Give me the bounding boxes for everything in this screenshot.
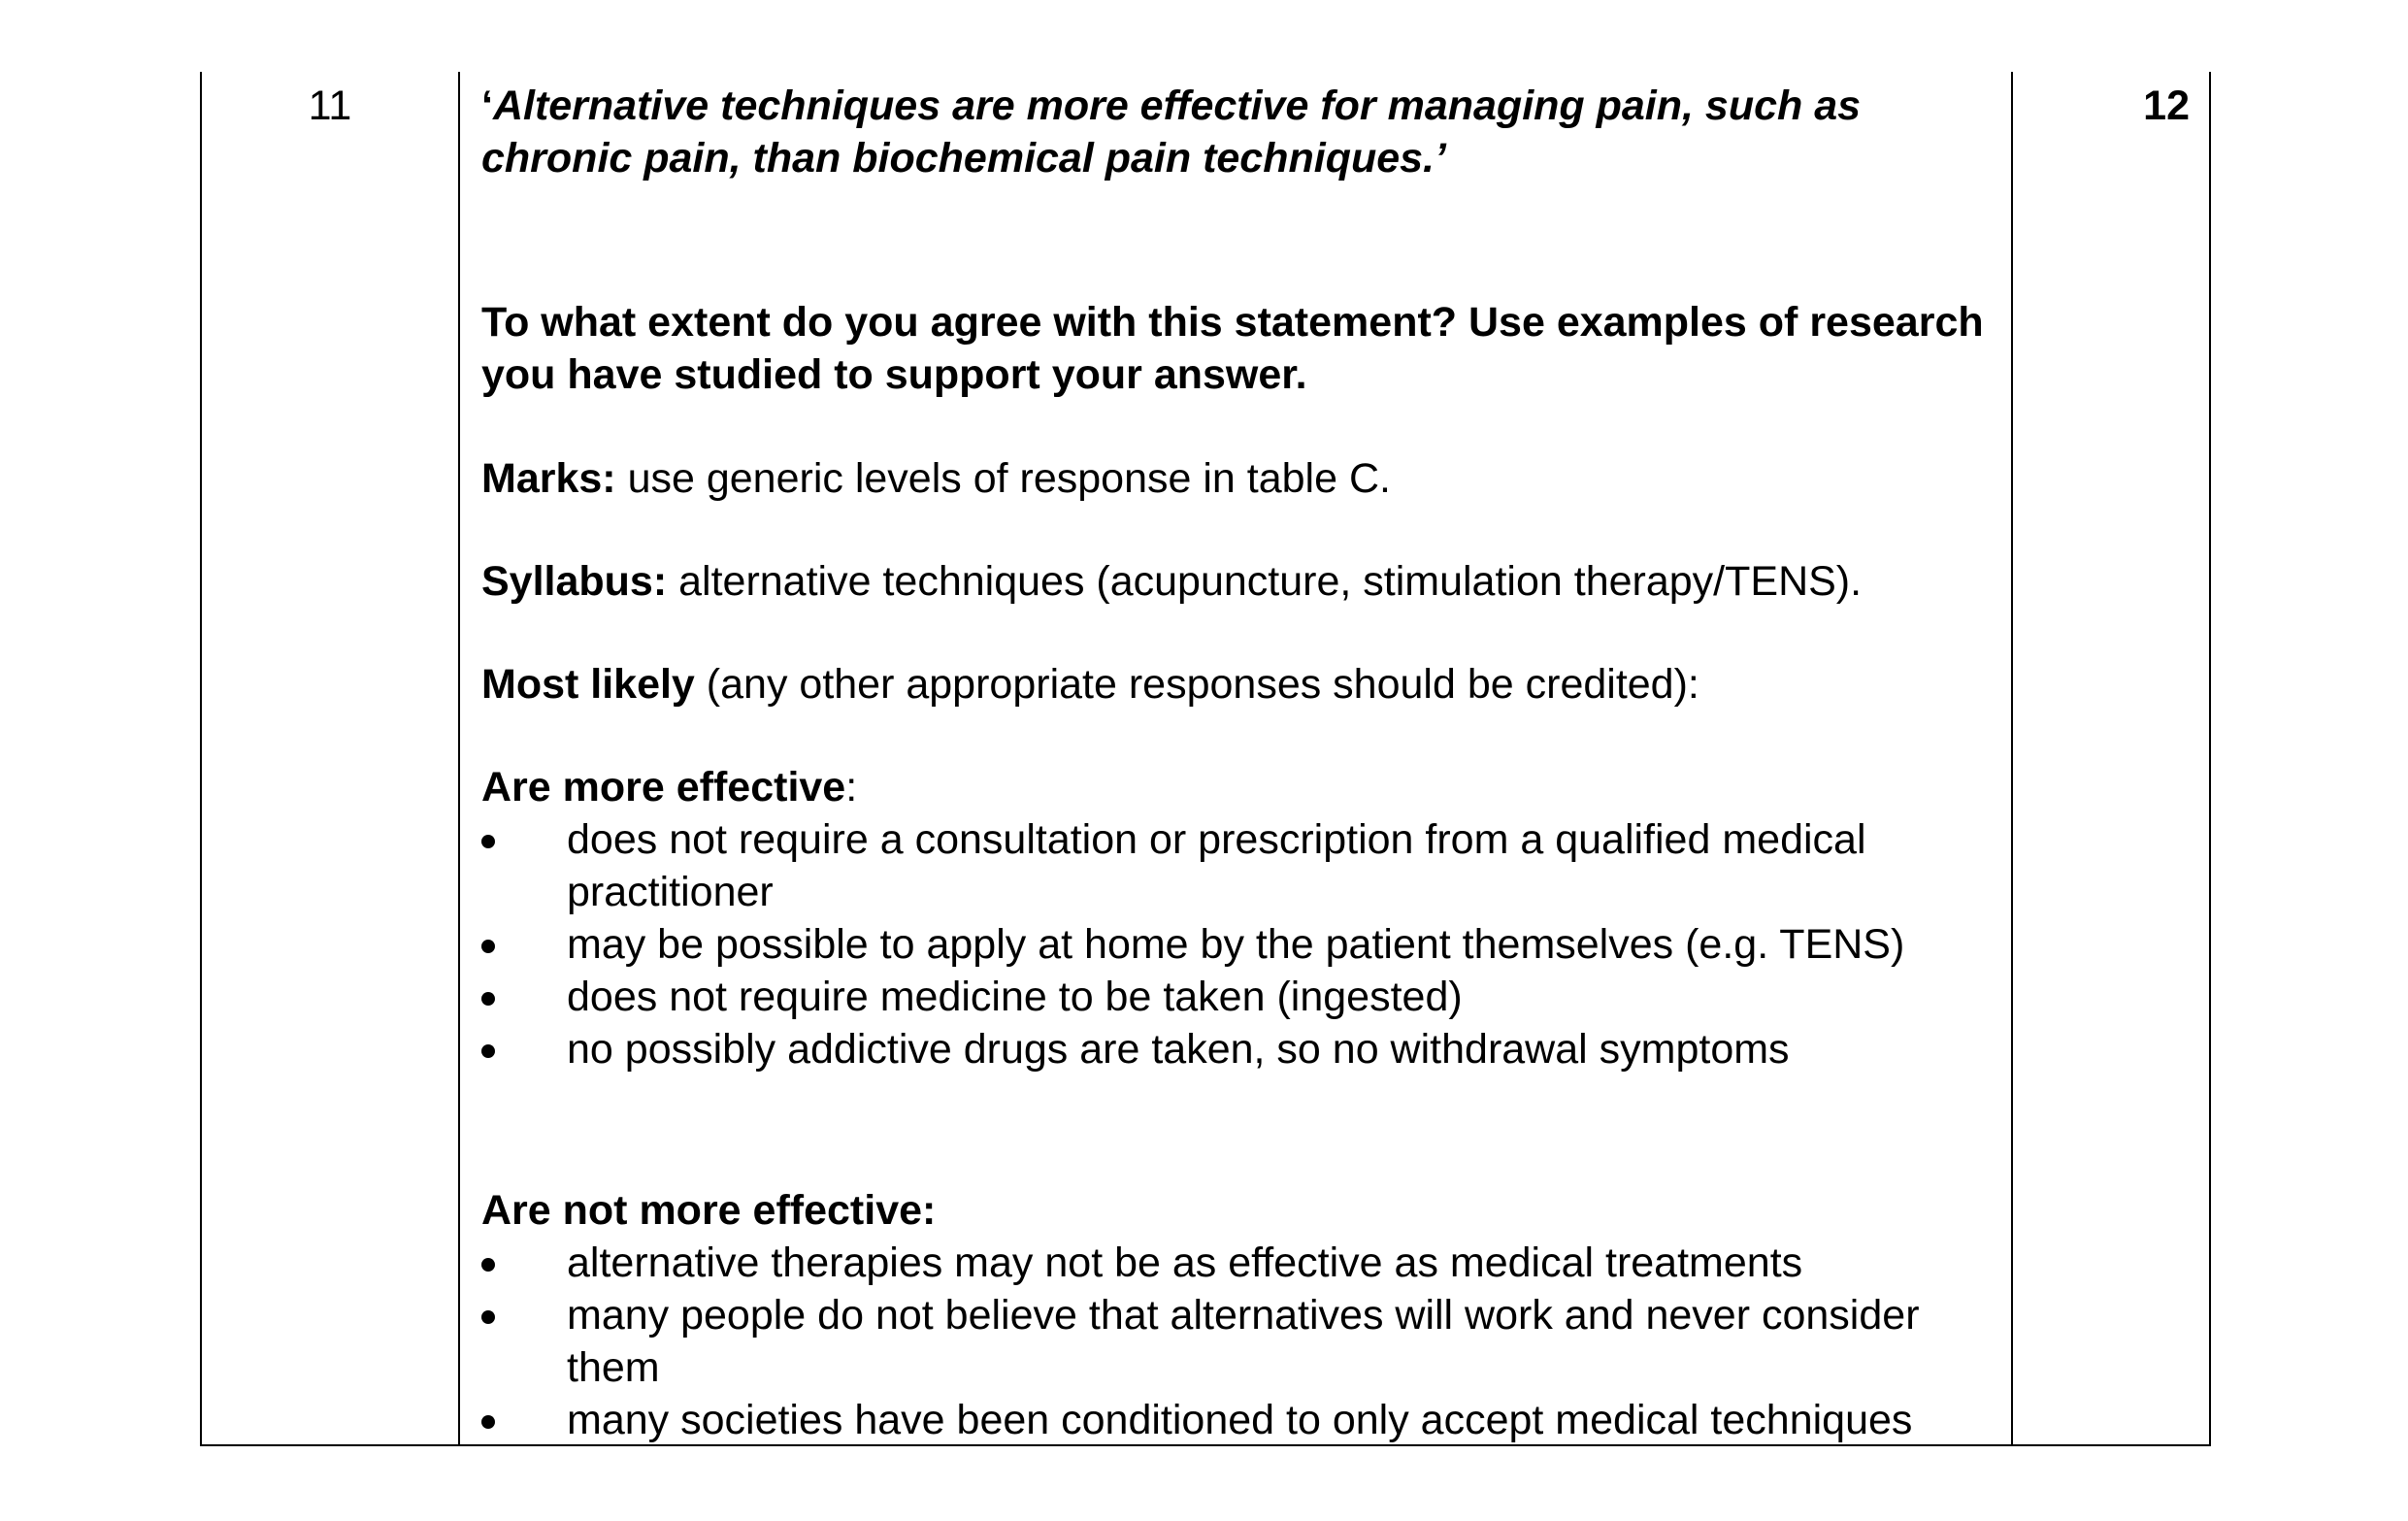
list-item: does not require a consultation or prescription from a qualified medical practitioner [481,813,1996,918]
most-likely-guidance [481,658,1996,711]
bullet-icon [481,1044,495,1058]
table-border-left [200,72,202,1446]
more-effective-list [481,813,1996,1075]
bullet-icon [481,940,495,953]
table-border-right [2209,72,2211,1446]
list-item: many people do not believe that alternatives will work and never consider them [481,1289,1996,1394]
marks-guidance [481,452,1996,505]
more-effective-heading: Are more effective: [481,764,858,810]
more-effective-section [481,761,1996,1075]
quote-text: Alternative techniques are more effective for managing pain, such as chronic pain, than biochemical pain techniques.’ [481,83,1862,182]
table-divider-marks [2011,72,2013,1446]
bullet-icon [481,992,495,1006]
list-item: may be possible to apply at home by the patient themselves (e.g. TENS) [481,918,1996,971]
not-more-effective-heading: Are not more effective: [481,1187,937,1234]
question-number: 11 [308,83,352,129]
syllabus-label: Syllabus: [481,558,668,605]
question-marks: 12 [2143,83,2190,129]
bullet-icon [481,1258,495,1272]
list-item: does not require medicine to be taken (ingested) [481,971,1996,1023]
bullet-icon [481,835,495,848]
most-likely-label: Most likely [481,661,695,708]
list-item: no possibly addictive drugs are taken, so no withdrawal symptoms [481,1023,1996,1075]
bullet-icon [481,1310,495,1324]
quote-mark: ‘ [481,83,493,129]
not-more-effective-section [481,1184,1996,1446]
marks-text: use generic levels of response in table C. [615,455,1391,502]
list-item: many societies have been conditioned to only accept medical techniques [481,1394,1996,1446]
mark-scheme-table [200,72,2211,1446]
syllabus-guidance [481,555,1996,608]
marks-label: Marks: [481,455,616,502]
question-statement [481,80,1996,184]
syllabus-text: alternative techniques (acupuncture, stimulation therapy/TENS). [667,558,1863,605]
table-divider-question [458,72,460,1446]
bullet-icon [481,1415,495,1429]
not-more-effective-list [481,1237,1996,1446]
list-item: alternative therapies may not be as effective as medical treatments [481,1237,1996,1289]
most-likely-text: (any other appropriate responses should be credited): [694,661,1699,708]
question-prompt: To what extent do you agree with this statement? Use examples of research you have studied to support your answer. [481,299,1984,398]
